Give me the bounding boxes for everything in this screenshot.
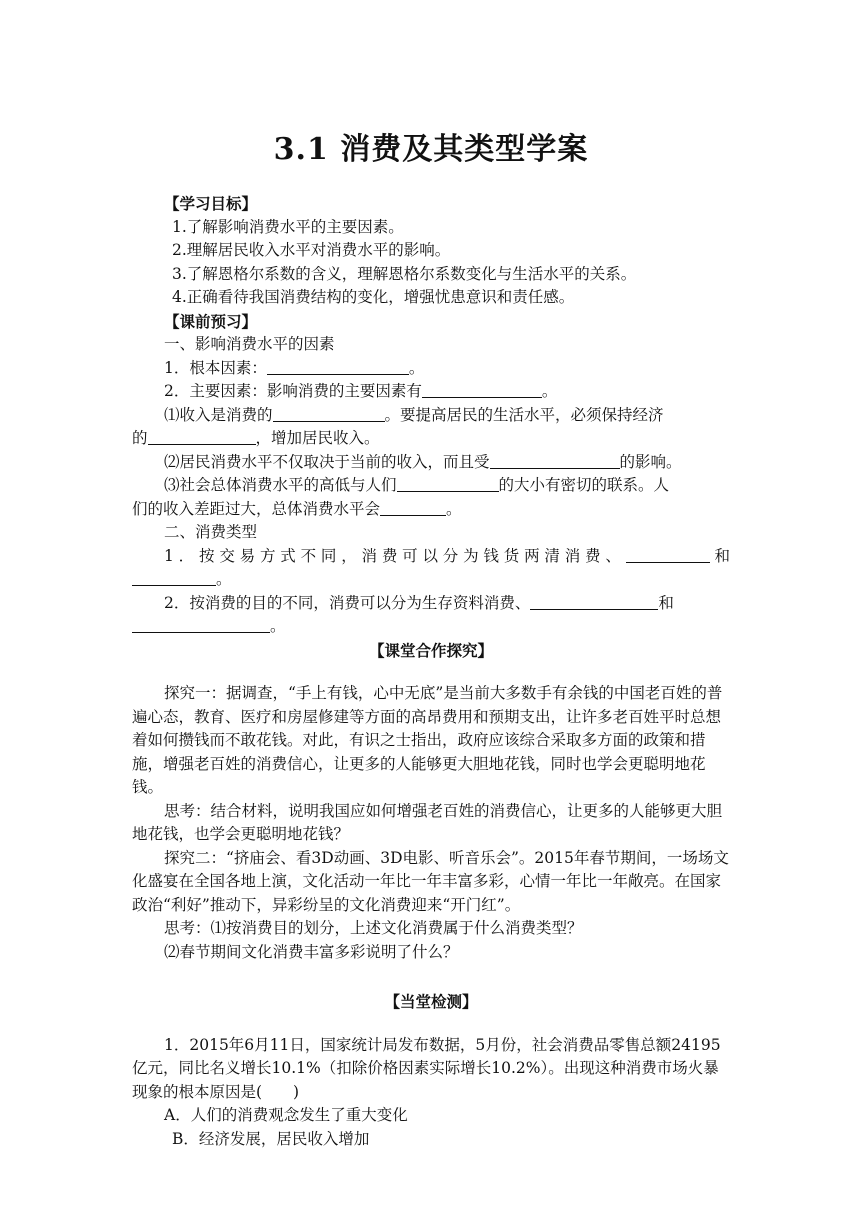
test-option-a: A．人们的消费观念发生了重大变化 [164, 1106, 408, 1124]
question-text: 的 [132, 429, 148, 447]
document-body [132, 124, 730, 1151]
preview-question [132, 568, 730, 592]
question-text: 。 [270, 617, 286, 635]
section-heading: 二、消费类型 [164, 523, 258, 541]
test-option-b: B．经济发展，居民收入增加 [172, 1129, 370, 1148]
answer-blank[interactable] [530, 594, 658, 610]
explore-paragraph: 探究一：据调查，“手上有钱，心中无底”是当前大多数手有余钱的中国老百姓的普遍心态，教育、医疗和房屋修建等方面的高昂费用和预期支出，让许多老百姓平时总想着如何攒钱而不敢花钱。对此，有识之士指出，政府应该综合采取多方面的政策和措施，增强老百姓的消费信心，让更多的人能够更大胆地花钱，同时也学会更聪明地花钱。 [132, 684, 723, 796]
question-text: 们的收入差距过大，总体消费水平会 [132, 499, 381, 518]
question-text: 和 [658, 593, 674, 612]
preview-header: 【课前预习】 [164, 311, 258, 331]
preview-question [132, 498, 730, 522]
question-text: 。 [446, 499, 462, 518]
objectives-header: 【学习目标】 [164, 194, 258, 213]
question-text: 。 [216, 570, 232, 588]
answer-blank[interactable] [422, 382, 542, 398]
explore-header: 【课堂合作探究】 [368, 640, 493, 660]
section-heading: 一、影响消费水平的因素 [164, 335, 335, 353]
objective-item: 2.理解居民收入水平对消费水平的影响。 [172, 241, 451, 259]
question-text: ⑵居民消费水平不仅取决于当前的收入，而且受 [164, 452, 490, 471]
preview-question [132, 404, 730, 428]
preview-question [132, 357, 730, 381]
objective-item: 3.了解恩格尔系数的含义，理解恩格尔系数变化与生活水平的关系。 [172, 264, 637, 283]
question-text: 1．按交易方式不同，消费可以分为钱货两清消费、 [164, 546, 626, 565]
question-text: 。要提高居民的生活水平，必须保持经济 [384, 405, 664, 424]
preview-question [132, 427, 730, 451]
question-text: ⑴收入是消费的 [164, 405, 273, 424]
preview-question [132, 380, 730, 404]
preview-question [132, 545, 730, 569]
explore-paragraph: 探究二：“挤庙会、看3D动画、3D电影、听音乐会”。2015年春节期间，一场场文化盛宴在全国各地上演，文化活动一年比一年丰富多彩，心情一年比一年敞亮。在国家政治“利好”推动下，异彩纷呈的文化消费迎来“开门红”。 [132, 848, 729, 914]
question-text: 。 [408, 358, 425, 377]
answer-blank[interactable] [490, 453, 620, 469]
preview-question [132, 474, 730, 498]
question-text: ⑶社会总体消费水平的高低与人们 [164, 476, 397, 494]
question-text: 的影响。 [619, 452, 682, 471]
objective-item: 4.正确看待我国消费结构的变化，增强忧患意识和责任感。 [172, 288, 575, 306]
preview-question [132, 615, 730, 639]
explore-paragraph: 思考：⑴按消费目的划分，上述文化消费属于什么消费类型？ [164, 919, 583, 937]
answer-blank[interactable] [273, 406, 385, 422]
answer-blank[interactable] [626, 547, 710, 563]
question-text: ，增加居民收入。 [255, 429, 380, 447]
answer-blank[interactable] [380, 500, 446, 516]
test-question: 1．2015年6月11日，国家统计局发布数据，5月份，社会消费品零售总额24195亿元，同比名义增长10.1%（扣除价格因素实际增长10.2%）。出现这种消费市场火暴现象的根本原因是( ) [132, 1035, 721, 1101]
preview-question [132, 592, 730, 616]
explore-paragraph: ⑵春节期间文化消费丰富多彩说明了什么？ [164, 942, 459, 961]
answer-blank[interactable] [132, 570, 216, 586]
question-text: 。 [541, 382, 558, 400]
answer-blank[interactable] [132, 617, 270, 633]
page-title: 3.1 消费及其类型学案 [273, 132, 589, 167]
question-text: 2．按消费的目的不同，消费可以分为生存资料消费、 [164, 593, 531, 612]
question-text: 和 [709, 546, 730, 565]
answer-blank[interactable] [267, 359, 409, 375]
preview-question [132, 451, 730, 475]
question-text: 的大小有密切的联系。人 [498, 476, 670, 494]
answer-blank[interactable] [397, 476, 499, 492]
test-header: 【当堂检测】 [384, 992, 478, 1011]
question-text: 2．主要因素：影响消费的主要因素有 [164, 382, 422, 400]
objective-item: 1.了解影响消费水平的主要因素。 [172, 217, 404, 236]
explore-paragraph: 思考：结合材料，说明我国应如何增强老百姓的消费信心，让更多的人能够更大胆地花钱，也学会更聪明地花钱？ [132, 801, 723, 843]
answer-blank[interactable] [148, 429, 256, 445]
question-text: 1．根本因素： [164, 358, 267, 377]
